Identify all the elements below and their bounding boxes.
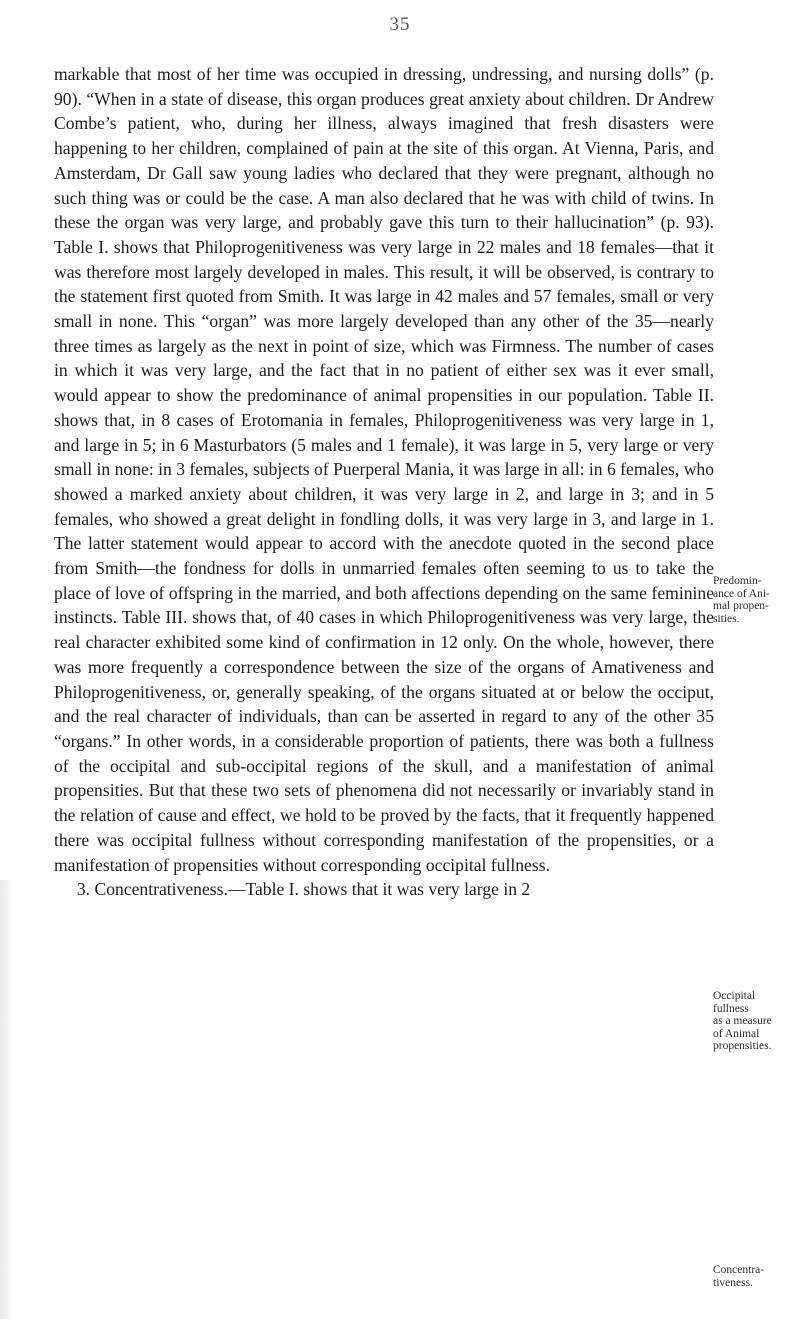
paragraph-concentrativeness: 3. Concentrativeness.—Table I. shows that it was very large in 2 <box>76 879 531 900</box>
sidenote-line: ance of Ani- <box>713 587 770 600</box>
sidenote-occipital <box>713 990 797 1053</box>
sidenote-line: Concentra- <box>713 1264 765 1276</box>
sidenote-line: fullness <box>713 1002 749 1015</box>
sidenote-concentrativeness <box>713 1264 797 1289</box>
sidenote-line: of Animal <box>713 1027 760 1040</box>
sidenote-line: Predomin- <box>713 575 762 587</box>
page-number: 35 <box>389 14 411 35</box>
sidenote-line: Occipital <box>713 990 756 1002</box>
sidenote-line: propensities. <box>713 1040 772 1052</box>
sidenote-line: as a measure <box>713 1015 772 1027</box>
body-text <box>54 62 714 902</box>
page-edge-shadow <box>0 880 14 1319</box>
sidenote-predominance <box>713 575 797 625</box>
sidenote-line: mal propen- <box>713 600 769 612</box>
paragraph-philoprogenitiveness: markable that most of her time was occupied in dressing, undressing, and nursing dolls” (p. 90). “When in a state of disease, this organ produces great anxiety about children. Dr Andrew Combe’s patient, who, during her illness, always imagined that fresh disasters were happening to her children, complained of pain at the site of this organ. At Vienna, Paris, and Amsterdam, Dr Gall saw young ladies who declared that they were pregnant, although no such thing was or could be the case. A man also declared that he was with child of twins. In these the organ was very large, and probably gave this turn to their hallucination” (p. 93). Table I. shows that Philoprogenitiveness was very large in 22 males and 18 females—that it was therefore most largely developed in males. This result, it will be observed, is contrary to the statement first quoted from Smith. It was large in 42 males and 57 females, small or very small in none. This “organ” was more largely developed than any other of the 35—nearly three times as largely as the next in point of size, which was Firmness. The number of cases in which it was very large, and the fact that in no patient of either sex was it ever small, would appear to show the predominance of animal propensities in our population. Table II. shows that, in 8 cases of Erotomania in females, Philoprogenitiveness was very large in 1, and large in 5; in 6 Masturbators (5 males and 1 female), it was large in 5, very large or very small in none: in 3 females, subjects of Puerperal Mania, it was large in all: in 6 females, who showed a marked anxiety about children, it was very large in 2, and large in 3; and in 5 females, who showed a great delight in fondling dolls, it was very large in 3, and large in 1. The latter statement would appear to accord with the anecdote quoted in the second place from Smith—the fondness for dolls in unmarried females often seeming to us to take the place of love of offspring in the married, and both affections depending on the same feminine instincts. Table III. shows that, of 40 cases in which Philoprogenitiveness was very large, the real character exhibited some kind of confirmation in 12 only. On the whole, however, there was more frequently a correspondence between the size of the organs of Amativeness and Philoprogenitiveness, or, generally speaking, of the organs situated at or below the occiput, and the real character of individuals, than can be asserted in regard to any of the other 35 “organs.” In other words, in a considerable proportion of patients, there was both a fullness of the occipital and sub-occipital regions of the skull, and a manifestation of animal propensities. But that these two sets of phenomena did not necessarily or invariably stand in the relation of cause and effect, we hold to be proved by the facts, that it frequently happened there was occipital fullness without corresponding manifestation of the propensities, or a manifestation of propensities without corresponding occipital fullness. <box>54 64 714 875</box>
sidenote-line: tiveness. <box>713 1276 753 1289</box>
sidenote-line: sities. <box>713 612 740 625</box>
